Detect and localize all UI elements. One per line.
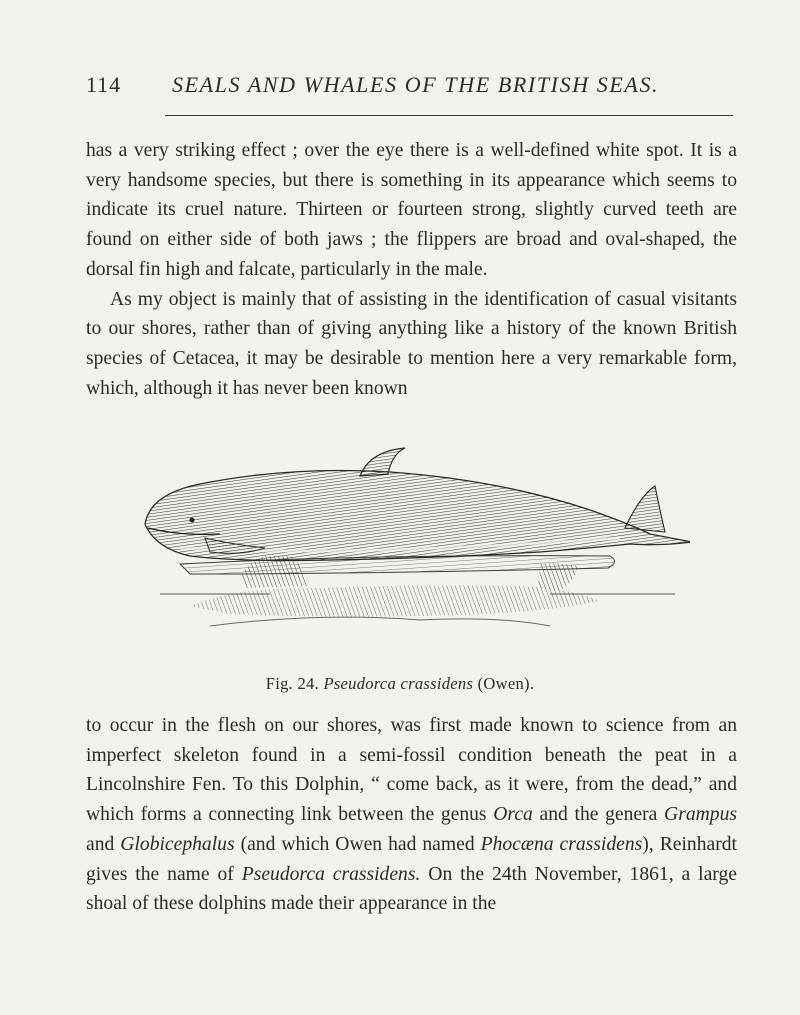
genus-grampus: Grampus (664, 804, 737, 826)
false-killer-whale-engraving (120, 436, 690, 656)
header-rule (165, 115, 733, 116)
paragraph-2-text: and (86, 833, 121, 855)
running-header (0, 72, 800, 112)
running-title: SEALS AND WHALES OF THE BRITISH SEAS. (172, 72, 660, 97)
paragraph-2 (86, 711, 737, 919)
figure-illustration (120, 436, 690, 656)
page-number: 114 (86, 72, 122, 97)
paragraph-2-text: (and which Owen had named (234, 833, 481, 855)
paragraph-2-text: to occur in the flesh on our shores, was first made known to science from an imperfect skeleton found in a semi-fossil condition beneath the peat in a Lincolnshire Fen. To this Dolphin, “ come back, as it were, from the dead,” and which forms a connecting link between the genus (86, 715, 737, 826)
genus-globicephalus: Globicephalus (120, 833, 235, 855)
paragraph-2-text: and the genera (532, 804, 665, 826)
caption-species: Pseudorca crassidens (323, 674, 474, 693)
caption-suffix: (Owen). (477, 674, 535, 693)
species-phocaena-crassidens: Phocæna crassidens (480, 833, 643, 855)
paragraph-2-text: ), Reinhardt gives the name of (86, 833, 737, 885)
paragraph-2-text: On the 24th November, 1861, a large shoal of these dolphins made their appearance in the (86, 863, 737, 915)
species-pseudorca-crassidens: Pseudorca crassidens. (241, 863, 421, 885)
paragraph-1 (86, 136, 737, 403)
paragraph-1-text-a: has a very striking effect ; over the eye there is a well-defined white spot. It is a very handsome species, but there is something in its appearance which seems to indicate its cruel nature. Thirteen or fourteen strong, slightly curved teeth are found on either side of both jaws ; the flippers are broad and oval-shaped, the dorsal fin high and falcate, particularly in the male. (86, 140, 737, 280)
paragraph-1-text-b: As my object is mainly that of assisting in the identification of casual visitants to our shores, rather than of giving anything like a history of the known British species of Cetacea, it may be desirable to mention here a very remarkable form, which, although it has never been known (86, 288, 737, 399)
figure-caption (0, 674, 800, 694)
genus-orca: Orca (493, 804, 533, 826)
caption-prefix: Fig. 24. (265, 674, 320, 693)
